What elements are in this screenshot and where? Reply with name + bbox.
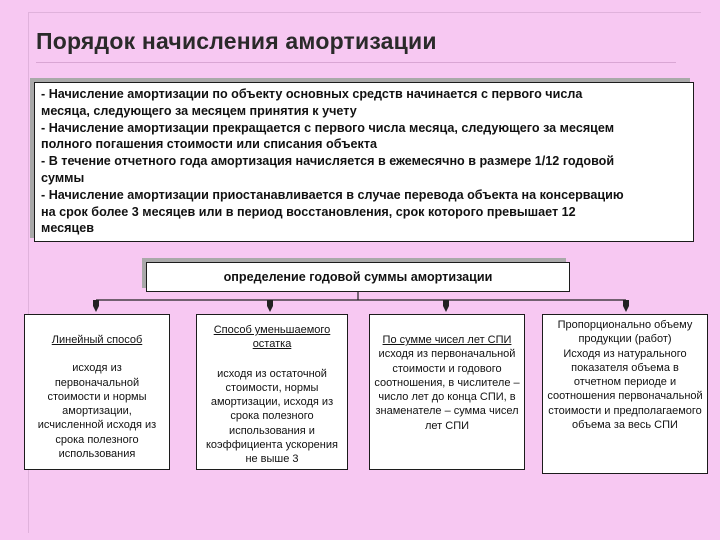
method-sum-of-years-desc: исходя из первоначальной стоимости и годового соотношения, в числителе – число лет до конца СПИ, в знаменателе – сумма чисел лет СПИ [374, 348, 520, 432]
method-linear-title: Линейный способ [51, 334, 143, 346]
rule-stop: - Начисление амортизации прекращается с первого числа месяца, следующего за месяцем полного погашения стоимости или списания объекта [41, 120, 615, 152]
rule-monthly: - В течение отчетного года амортизация начисляется в ежемесячно в размере 1/12 годовой суммы [41, 154, 615, 185]
method-sum-of-years-title: По сумме чисел лет СПИ [382, 334, 512, 346]
method-linear [24, 314, 170, 470]
method-production-units [542, 314, 708, 474]
rule-suspend: - Начисление амортизации приостанавливается в случае перевода объекта на консервацию на срок более 3 месяцев или в период восстановления, срок которого превышает 12 месяцев [41, 187, 624, 236]
method-production-units-desc: Исходя из натурального показателя объема в отчетном периоде и соотношения первоначальной стоимости и предполагаемого объема за весь СПИ [547, 347, 703, 432]
method-linear-desc: исходя из первоначальной стоимости и нормы амортизации, исчисленной исходя из срока полезного использования [37, 362, 157, 461]
slide-title: Порядок начисления амортизации [36, 28, 437, 54]
method-production-units-title: Пропорционально объему продукции (работ) [557, 319, 693, 346]
method-declining-balance [196, 314, 348, 470]
method-declining-balance-title: Способ уменьшаемого остатка [213, 324, 331, 351]
rule-start: - Начисление амортизации по объекту основных средств начинается с первого числа месяца, следующего за месяцем принятия к учету [41, 87, 583, 118]
definition-box: определение годовой суммы амортизации [146, 262, 570, 292]
method-declining-balance-desc: исходя из остаточной стоимости, нормы амортизации, исходя из срока полезного использования и коэффициента ускорения не выше 3 [206, 367, 338, 466]
method-sum-of-years [369, 314, 525, 470]
